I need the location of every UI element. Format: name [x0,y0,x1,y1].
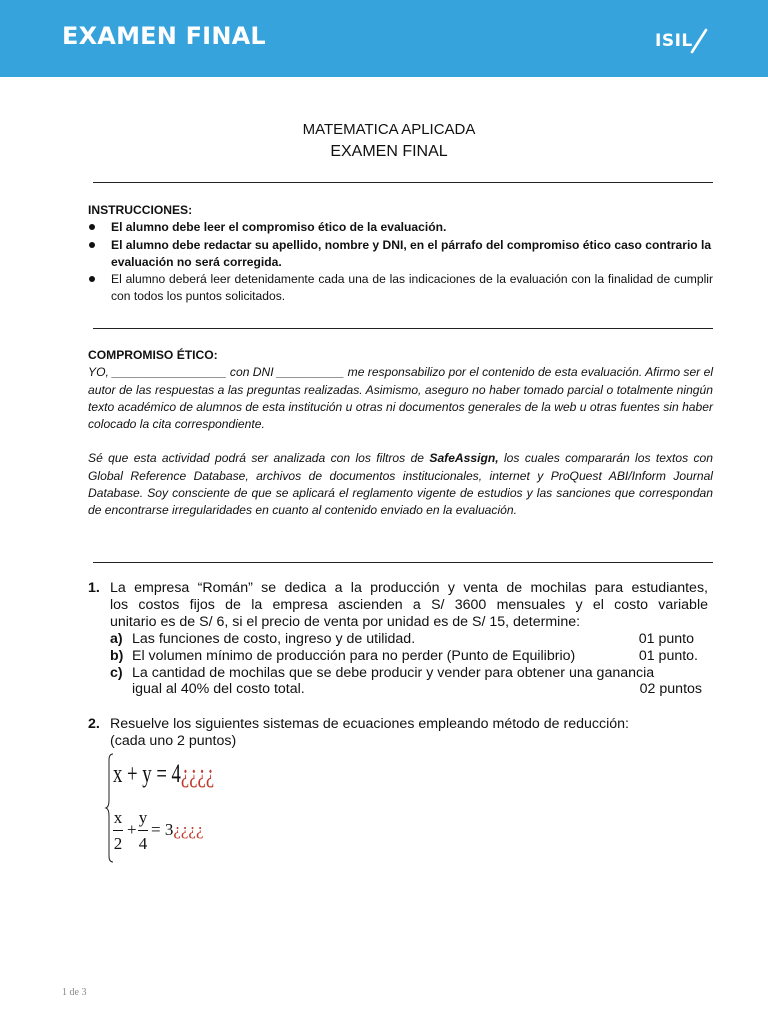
question-1-item-a [88,631,708,648]
divider-3 [93,562,713,563]
header-title: EXAMEN FINAL [62,22,266,50]
question-1-statement [88,580,708,631]
question-line: los costos fijos de la empresa ascienden a S/ 3600 mensuales y el costo variable [110,596,708,613]
question-number: 2. [88,716,100,732]
question-line: (cada uno 2 puntos) [110,732,237,749]
plus-sign: + [127,820,137,839]
item-text: El volumen mínimo de producción para no perder (Punto de Equilibrio) [132,647,576,664]
question-line: Resuelve los siguientes sistemas de ecuaciones empleando método de reducción: [110,716,629,732]
divider-1 [93,182,713,183]
isil-logo [655,26,708,56]
divider-2 [93,328,713,329]
bullet-icon [89,276,95,282]
ethics-heading: COMPROMISO ÉTICO: [88,348,218,362]
ethics-section [88,347,713,520]
question-1 [88,580,708,698]
question-number: 1. [88,580,100,596]
list-item [88,219,713,236]
question-1-item-b [88,648,708,665]
item-text-2: igual al 40% del costo total. [132,681,305,698]
question-line: La empresa “Román” se dedica a la producción y venta de mochilas para estudiantes, [110,580,708,596]
instruction-text-1: El alumno debe leer el compromiso ético de la evaluación. [111,220,447,235]
instructions-heading: INSTRUCCIONES: [88,203,193,217]
equation-1-error-chars: ¿¿¿¿ [180,759,215,788]
item-text: Las funciones de costo, ingreso y de utilidad. [132,630,416,647]
safeassign-label: SafeAssign, [429,451,499,466]
question-2-statement [88,716,708,750]
item-text: La cantidad de mochilas que se debe producir y vender para obtener una ganancia [132,664,655,681]
list-item [88,237,713,272]
question-1-item-c [88,665,708,699]
list-item [88,271,713,306]
fraction-2-numerator: y [138,808,148,827]
item-letter: a) [110,630,123,647]
item-points: 01 punto [638,630,694,647]
page-number: 1 de 3 [62,987,87,998]
header-bar [0,0,768,77]
item-letter: c) [110,664,123,681]
ethics-p2-start: Sé que esta actividad podrá ser analizada con los filtros de [88,451,430,466]
fraction-2-bar [138,830,148,831]
fraction-2-denominator: 4 [138,834,148,853]
instructions-list [88,219,713,305]
question-line: unitario es de S/ 6, si el precio de venta por unidad es de S/ 15, determine: [110,613,581,630]
instruction-text-2: El alumno debe redactar su apellido, nombre y DNI, en el párrafo del compromiso ético caso contrario la evaluación no será corregida. [111,237,712,269]
fraction-1-numerator: x [113,808,123,827]
logo-slash-icon [690,28,708,54]
fraction-1-bar [113,830,123,831]
ethics-paragraph-2 [88,450,713,519]
instruction-text-3: El alumno deberá leer detenidamente cada una de las indicaciones de la evaluación con la finalidad de cumplir con todos los puntos solicitados. [111,272,713,304]
bullet-icon [89,224,95,230]
equation-2-equals: = 3 [151,820,174,839]
equation-2-rhs [151,820,204,840]
ethics-paragraph-1: YO, _________________ con DNI __________ me responsabilizo por el contenido de esta evaluación. Afirmo ser el autor de las respuestas a las preguntas realizadas. Asimismo, aseguro no haber tomado parcial o totalmente ningún texto académico de alumnos de esta institución u otras ni documentos generales de la web u otras fuentes sin haber colocado la cita correspondiente. [88,365,713,432]
question-2 [88,716,708,750]
item-points: 02 puntos [639,681,702,698]
instructions-section [88,202,713,306]
ethics-p2-end: los cuales compararán los textos con Global Reference Database, archivos de documentos institucionales, internet y ProQuest ABI/Inform Journal Database. Soy consciente de que se aplicará el reglamento vigente de estudios y las sanciones que correspondan de encontrarse irregularidades en cuanto al contenido enviado en la evaluación. [88,451,713,518]
equation-2-error-chars: ¿¿¿¿ [173,820,204,839]
item-letter: b) [110,647,124,664]
item-points: 01 punto. [638,647,698,664]
doc-subject: MATEMATICA APLICADA [302,121,476,138]
equation-1 [113,757,214,791]
item-text-line-2 [132,681,708,698]
equation-1-main: x + y = 4 [113,759,181,788]
logo-text: ISIL [655,31,693,51]
fraction-1-denominator: 2 [113,834,123,853]
bullet-icon [89,242,95,248]
doc-exam-title: EXAMEN FINAL [330,143,448,160]
